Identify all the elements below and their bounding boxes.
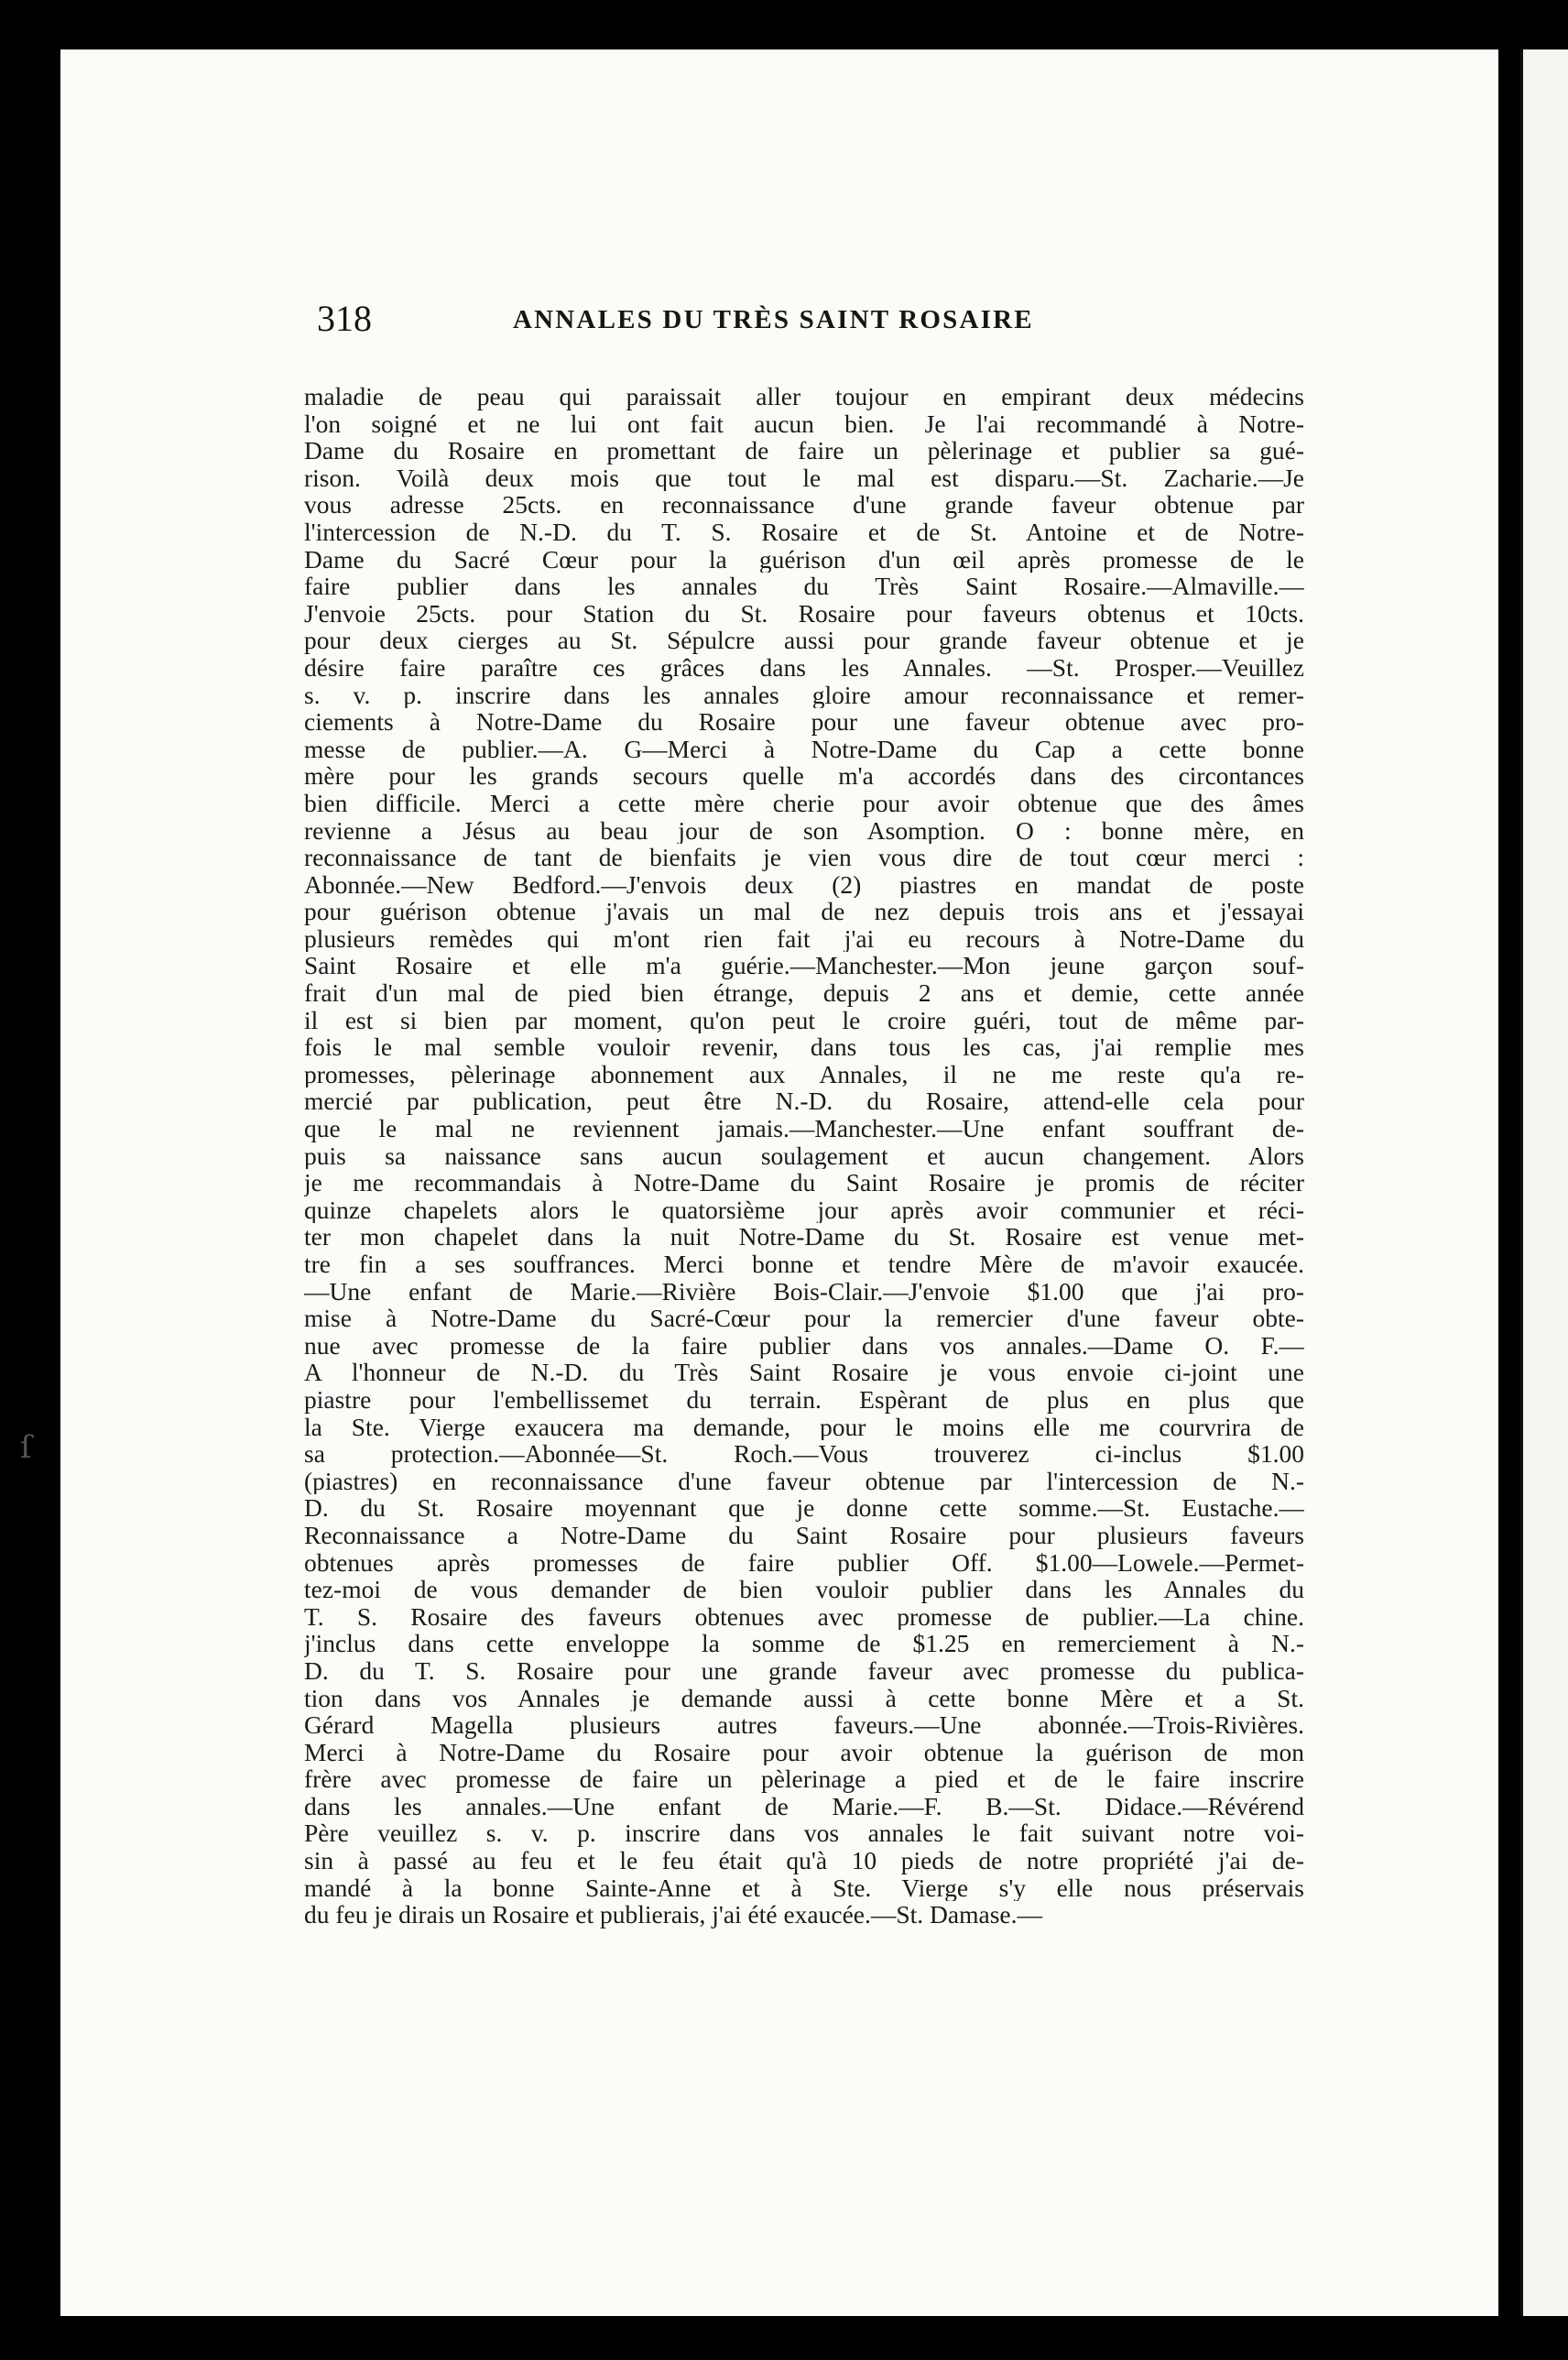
text-line: D. du T. S. Rosaire pour une grande faveur avec promesse du publica- [304, 1656, 1304, 1685]
text-line: Reconnaissance a Notre-Dame du Saint Rosaire pour plusieurs faveurs [304, 1521, 1304, 1549]
text-line: ciements à Notre-Dame du Rosaire pour une faveur obtenue avec pro- [304, 708, 1304, 736]
text-line: j'inclus dans cette enveloppe la somme de $1.25 en remerciement à N.- [304, 1630, 1304, 1657]
text-line: obtenues après promesses de faire publier Off. $1.00—Lowele.—Permet- [304, 1548, 1304, 1577]
text-line: du feu je dirais un Rosaire et publierais, j'ai été exaucée.—St. Damase.— [304, 1901, 1042, 1928]
text-line: je me recommandais à Notre-Dame du Saint Rosaire je promis de réciter [304, 1169, 1304, 1196]
running-title: ANNALES DU TRÈS SAINT ROSAIRE [513, 305, 1034, 334]
text-line: nue avec promesse de la faire publier dans vos annales.—Dame O. F.— [304, 1331, 1304, 1360]
text-line: rison. Voilà deux mois que tout le mal est disparu.—St. Zacharie.—Je [304, 464, 1304, 492]
text-line: puis sa naissance sans aucun soulagement et aucun changement. Alors [304, 1142, 1304, 1170]
text-line: Père veuillez s. v. p. inscrire dans vos annales le fait suivant notre voi- [304, 1819, 1304, 1848]
text-line: pour guérison obtenue j'avais un mal de nez depuis trois ans et j'essayai [304, 898, 1304, 925]
text-line: revienne a Jésus au beau jour de son Asomption. O : bonne mère, en [304, 816, 1304, 845]
text-line: promesses, pèlerinage abonnement aux Annales, il ne me reste qu'a re- [304, 1060, 1304, 1088]
text-line: maladie de peau qui paraissait aller toujour en empirant deux médecins [304, 383, 1304, 410]
text-line: T. S. Rosaire des faveurs obtenues avec promesse de publier.—La chine. [304, 1602, 1304, 1631]
text-line: mandé à la bonne Sainte-Anne et à Ste. Vierge s'y elle nous préservais [304, 1874, 1304, 1902]
page-number: 318 [317, 298, 372, 339]
text-line: frait d'un mal de pied bien étrange, depuis 2 ans et demie, cette année [304, 979, 1304, 1007]
text-line: Dame du Rosaire en promettant de faire un pèlerinage et publier sa gué- [304, 437, 1304, 464]
text-line: tre fin a ses souffrances. Merci bonne et tendre Mère de m'avoir exaucée. [304, 1251, 1304, 1278]
text-line: il est si bien par moment, qu'on peut le croire guéri, tout de même par- [304, 1006, 1304, 1034]
body-text [304, 383, 1304, 1928]
text-line: plusieurs remèdes qui m'ont rien fait j'ai eu recours à Notre-Dame du [304, 924, 1304, 953]
text-line: s. v. p. inscrire dans les annales gloire amour reconnaissance et remer- [304, 681, 1304, 709]
text-line: quinze chapelets alors le quatorsième jour après avoir communier et réci- [304, 1196, 1304, 1224]
text-line: D. du St. Rosaire moyennant que je donne cette somme.—St. Eustache.— [304, 1494, 1304, 1522]
text-line: pour deux cierges au St. Sépulcre aussi pour grande faveur obtenue et je [304, 627, 1304, 654]
text-line: désire faire paraître ces grâces dans les Annales. —St. Prosper.—Veuillez [304, 653, 1304, 682]
text-line: mère pour les grands secours quelle m'a accordés dans des circontances [304, 762, 1304, 790]
adjacent-page-edge [1520, 49, 1568, 2316]
text-line: messe de publier.—A. G—Merci à Notre-Dame du Cap a cette bonne [304, 735, 1304, 763]
text-line: l'intercession de N.-D. du T. S. Rosaire et de St. Antoine et de Notre- [304, 518, 1304, 546]
text-line: Dame du Sacré Cœur pour la guérison d'un œil après promesse de le [304, 545, 1304, 574]
text-line: dans les annales.—Une enfant de Marie.—F. B.—St. Didace.—Révérend [304, 1792, 1304, 1820]
text-line: (piastres) en reconnaissance d'une faveur obtenue par l'intercession de N.- [304, 1467, 1304, 1495]
text-line: bien difficile. Merci a cette mère cherie pour avoir obtenue que des âmes [304, 789, 1304, 817]
text-line: sa protection.—Abonnée—St. Roch.—Vous trouverez ci-inclus $1.00 [304, 1440, 1304, 1468]
text-line: fois le mal semble vouloir revenir, dans tous les cas, j'ai remplie mes [304, 1033, 1304, 1061]
text-line: tez-moi de vous demander de bien vouloir publier dans les Annales du [304, 1576, 1304, 1603]
text-line: J'envoie 25cts. pour Station du St. Rosaire pour faveurs obtenus et 10cts. [304, 599, 1304, 628]
running-header [247, 298, 1278, 343]
text-line: la Ste. Vierge exaucera ma demande, pour le moins elle me courvrira de [304, 1413, 1304, 1441]
text-line: Merci à Notre-Dame du Rosaire pour avoir obtenue la guérison de mon [304, 1738, 1304, 1766]
text-line: mise à Notre-Dame du Sacré-Cœur pour la remercier d'une faveur obte- [304, 1305, 1304, 1332]
text-line: reconnaissance de tant de bienfaits je vien vous dire de tout cœur merci : [304, 844, 1304, 871]
text-line: —Une enfant de Marie.—Rivière Bois-Clair.—J'envoie $1.00 que j'ai pro- [304, 1277, 1304, 1306]
text-line: piastre pour l'embellissemet du terrain. Espèrant de plus en plus que [304, 1385, 1304, 1414]
text-line: Abonnée.—New Bedford.—J'envois deux (2) piastres en mandat de poste [304, 870, 1304, 899]
text-line: Saint Rosaire et elle m'a guérie.—Manchester.—Mon jeune garçon souf- [304, 952, 1304, 980]
text-line: mercié par publication, peut être N.-D. du Rosaire, attend-elle cela pour [304, 1087, 1304, 1116]
text-line: ter mon chapelet dans la nuit Notre-Dame du St. Rosaire est venue met- [304, 1223, 1304, 1251]
text-line: A l'honneur de N.-D. du Très Saint Rosaire je vous envoie ci-joint une [304, 1359, 1304, 1386]
text-line: que le mal ne reviennent jamais.—Manchester.—Une enfant souffrant de- [304, 1115, 1304, 1142]
text-line: l'on soigné et ne lui ont fait aucun bien. Je l'ai recommandé à Notre- [304, 410, 1304, 438]
text-line: faire publier dans les annales du Très Saint Rosaire.—Almaville.— [304, 573, 1304, 600]
text-line: Gérard Magella plusieurs autres faveurs.—Une abonnée.—Trois-Rivières. [304, 1711, 1304, 1739]
text-line: tion dans vos Annales je demande aussi à cette bonne Mère et a St. [304, 1684, 1304, 1712]
text-line: sin à passé au feu et le feu était qu'à 10 pieds de notre propriété j'ai de- [304, 1847, 1304, 1874]
text-line: frère avec promesse de faire un pèlerinage a pied et de le faire inscrire [304, 1765, 1304, 1793]
text-line: vous adresse 25cts. en reconnaissance d'une grande faveur obtenue par [304, 491, 1304, 519]
margin-mark: ſ [20, 1429, 32, 1466]
